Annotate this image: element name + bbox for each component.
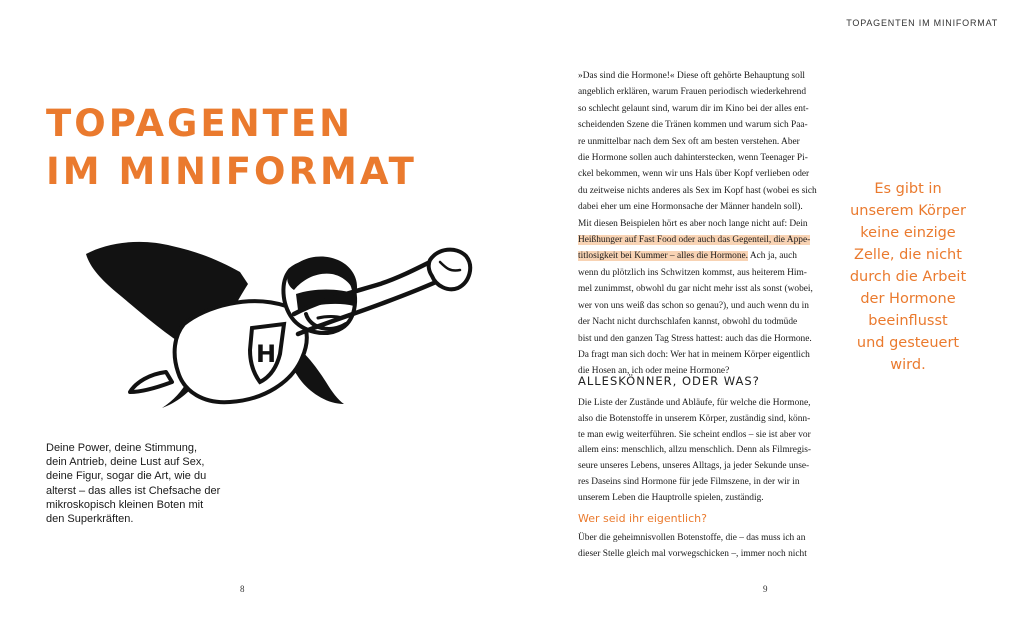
body-line — [578, 199, 838, 215]
body-line — [578, 248, 838, 264]
sub-paragraph — [578, 531, 838, 563]
body-line — [578, 183, 838, 199]
emblem-letter: H — [255, 340, 277, 368]
caption-line: den Superkräften. — [46, 513, 134, 526]
pull-quote — [840, 178, 976, 376]
body-text: bist und den ganzen Tag Stress hattest: auch das die Hormone. — [578, 333, 812, 344]
body-text: Da fragt man sich doch: Wer hat in meinem Körper eigentlich — [578, 349, 810, 360]
body-line — [578, 84, 838, 100]
body-text: dabei eher um eine Hormonsache der Männer handeln soll). — [578, 202, 803, 213]
body-line: res Daseins sind Hormone für jede Filmszene, in der wir in — [578, 476, 800, 487]
section-heading: ALLESKÖNNER, ODER WAS? — [578, 374, 760, 388]
pull-quote-line: und gesteuert — [856, 335, 960, 351]
body-text: so schlecht gelaunt sind, warum dir im Kino bei der alles ent- — [578, 103, 809, 114]
running-head: TOPAGENTEN IM MINIFORMAT — [846, 18, 998, 28]
body-line — [578, 265, 838, 281]
illustration-caption — [46, 441, 236, 526]
body-line — [578, 298, 838, 314]
body-text: die Hosen an, ich oder meine Hormone? — [578, 366, 730, 377]
body-text: ckel bekommen, wenn wir uns Hals über Kopf verlieben oder — [578, 169, 810, 180]
body-text: die Hormone sollen auch dahinterstecken, wenn Teenager Pi- — [578, 153, 808, 164]
pull-quote-line: keine einzige — [860, 225, 956, 241]
body-line: unserem Leben die Hauptrolle spielen, zuständig. — [578, 492, 764, 503]
body-line — [578, 347, 838, 363]
body-shape — [175, 301, 307, 402]
body-line — [578, 216, 838, 232]
chapter-title-line-2: IM MINIFORMAT — [46, 150, 417, 194]
chapter-title-line-1: TOPAGENTEN — [46, 102, 354, 145]
body-text: der Nacht nicht durchschlafen kannst, obwohl du todmüde — [578, 317, 798, 328]
caption-line: dein Antrieb, deine Lust auf Sex, — [46, 456, 205, 469]
body-line: dieser Stelle gleich mal vorwegschicken –, immer noch nicht — [578, 548, 807, 559]
body-text: scheidenden Szene die Tränen kommen und warum sich Paa- — [578, 120, 808, 131]
body-line — [578, 101, 838, 117]
body-text: wer von uns weiß das schon so genau?), und auch wenn du in — [578, 300, 809, 311]
leg-shape — [130, 372, 172, 392]
body-line — [578, 232, 838, 248]
subheading: Wer seid ihr eigentlich? — [578, 512, 707, 525]
body-line: Die Liste der Zustände und Abläufe, für welche die Hormone, — [578, 398, 811, 408]
superhero-hormone-icon — [80, 232, 480, 422]
body-text: angeblich erklären, warum Frauen periodisch wiederkehrend — [578, 87, 807, 98]
body-line: also die Botenstoffe in unserem Körper, zuständig sind, könn- — [578, 413, 811, 424]
body-line — [578, 166, 838, 182]
body-text: du zeitweise nichts anderes als Sex im Kopf hast (wobei es sich — [578, 185, 817, 196]
intro-paragraph — [578, 68, 838, 380]
page-number-left: 8 — [240, 584, 245, 594]
body-line: seure unseres Lebens, unseres Alltags, ja jeder Sekunde unse- — [578, 461, 810, 472]
body-line — [578, 68, 838, 84]
body-line: te man ewig weiterführen. Sie scheint endlos – sie ist aber vor — [578, 429, 811, 440]
caption-line: Deine Power, deine Stimmung, — [46, 442, 198, 454]
right-page — [510, 0, 1020, 618]
body-line — [578, 314, 838, 330]
pull-quote-line: Zelle, die nicht — [854, 247, 962, 263]
body-text: re unmittelbar nach dem Sex oft am besten verstehen. Aber — [578, 136, 800, 147]
body-line — [578, 150, 838, 166]
pull-quote-line: Es gibt in — [874, 181, 942, 197]
pull-quote-line: unserem Körper — [850, 203, 966, 219]
body-line: Über die geheimnisvollen Botenstoffe, die – das muss ich an — [578, 533, 806, 543]
caption-line: deine Figur, sogar die Art, wie du — [46, 470, 207, 483]
body-text: mel zunimmst, obwohl du gar nicht mehr isst als sonst (wobei, — [578, 284, 813, 295]
page-number-right: 9 — [763, 584, 768, 594]
body-line — [578, 117, 838, 133]
body-text: »Das sind die Hormone!« Diese oft gehörte Behauptung soll — [578, 71, 806, 81]
body-line — [578, 331, 838, 347]
caption-line: alterst – das alles ist Chefsache der — [46, 484, 221, 497]
chapter-title — [46, 100, 417, 196]
body-line: allem eins: menschlich, allzu menschlich. Denn als Filmregis- — [578, 445, 812, 456]
pull-quote-line: beeinflusst — [868, 313, 948, 329]
highlighted-text: Heißhunger auf Fast Food oder auch das Gegenteil, die Appe- — [578, 235, 811, 246]
pull-quote-line: der Hormone — [860, 291, 956, 307]
body-line — [578, 134, 838, 150]
highlighted-text: titlosigkeit bei Kummer – alles die Hormone. — [578, 251, 749, 262]
caption-line: mikroskopisch kleinen Boten mit — [46, 498, 204, 511]
body-text: Ach ja, auch — [748, 251, 797, 262]
body-text: Mit diesen Beispielen hört es aber noch lange nicht auf: Dein — [578, 218, 808, 229]
section-paragraph — [578, 396, 838, 507]
pull-quote-line: durch die Arbeit — [849, 269, 967, 285]
body-line — [578, 281, 838, 297]
pull-quote-line: wird. — [890, 357, 926, 373]
body-text: wenn du plötzlich ins Schwitzen kommst, aus heiterem Him- — [578, 267, 807, 278]
